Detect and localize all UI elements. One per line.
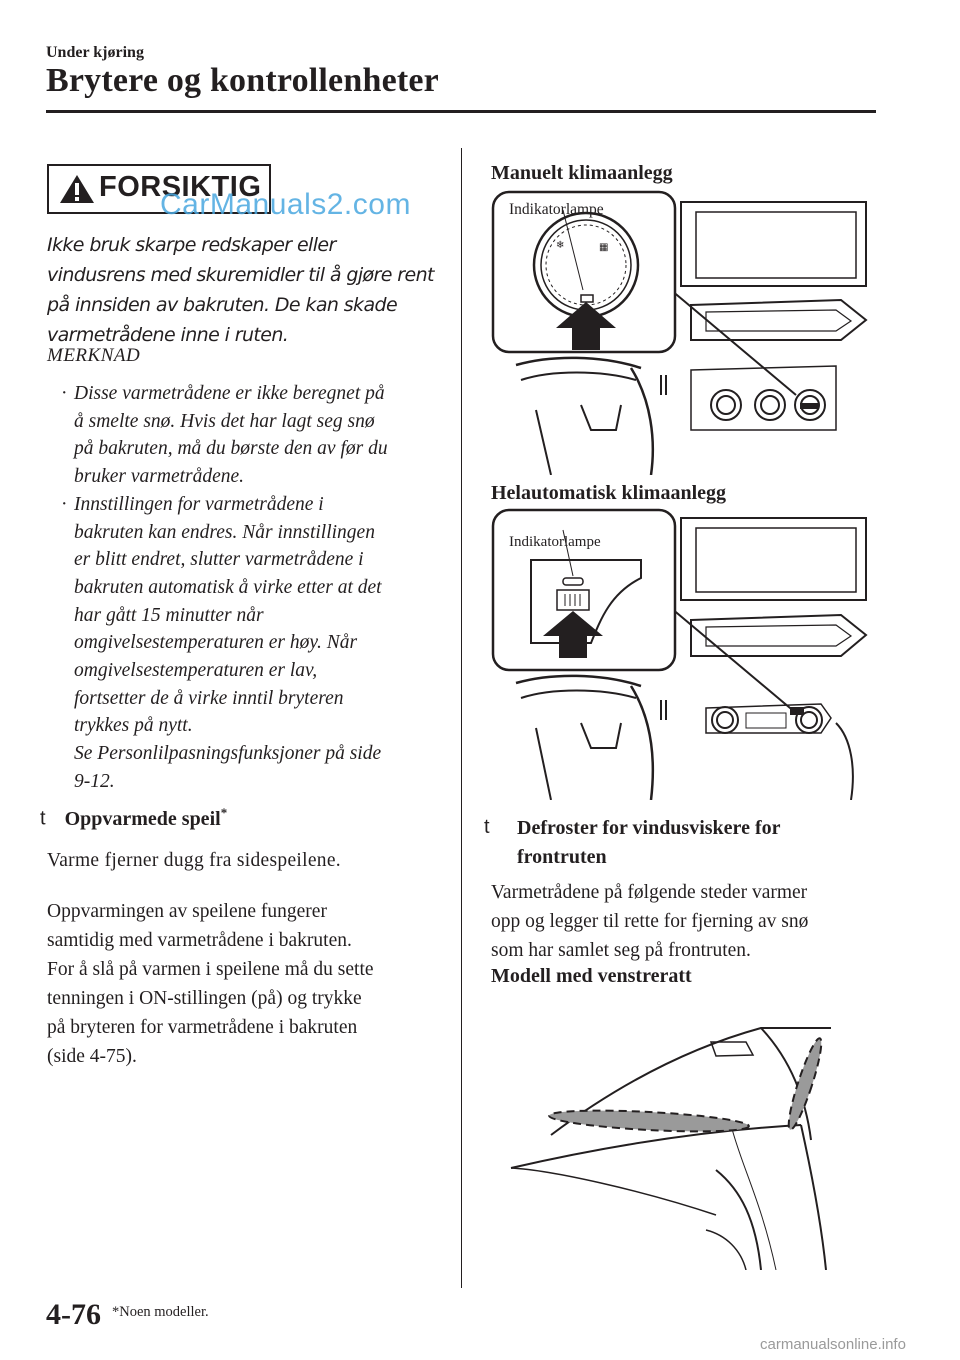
para-line: som har samlet seg på frontruten. bbox=[491, 940, 751, 961]
note-line: bakruten automatisk å virke etter at det bbox=[74, 576, 382, 598]
note-line: omgivelsestemperaturen er høy. Når bbox=[74, 632, 358, 654]
model-label: Modell med venstreratt bbox=[491, 965, 692, 987]
callout-label-manual: Indikatorlampe bbox=[509, 201, 604, 218]
para-line: Varmetrådene på følgende steder varmer bbox=[491, 882, 808, 903]
site-watermark: carmanualsonline.info bbox=[760, 1336, 906, 1353]
heading-line: Defroster for vindusviskere for bbox=[517, 817, 781, 839]
heated-mirrors-para1: Varme fjerner dugg fra sidespeilene. bbox=[47, 850, 341, 871]
note-line: 9-12. bbox=[74, 770, 115, 792]
bullet: · bbox=[61, 493, 68, 515]
wiper-defroster-para bbox=[491, 878, 891, 965]
note-line: har gått 15 minutter når bbox=[74, 604, 264, 626]
para-line: For å slå på varmen i speilene må du sette bbox=[47, 959, 374, 980]
para-line: Oppvarmingen av speilene fungerer bbox=[47, 901, 327, 922]
manual-climate-illustration bbox=[491, 190, 881, 475]
heading-line: frontruten bbox=[517, 846, 607, 868]
section-marker: t bbox=[40, 807, 46, 830]
svg-text:❄: ❄ bbox=[556, 240, 565, 251]
note-item bbox=[47, 380, 442, 491]
note-line: på bakruten, må du børste den av før du bbox=[74, 438, 388, 460]
windshield-illustration bbox=[491, 1020, 861, 1270]
note-line: Se Personlilpasningsfunksjoner på side bbox=[74, 743, 382, 765]
para-line: på bryteren for varmetrådene i bakruten bbox=[47, 1017, 358, 1038]
footnote: *Noen modeller. bbox=[112, 1304, 209, 1320]
note-list bbox=[47, 380, 442, 796]
page-number: 4-76 bbox=[46, 1298, 101, 1331]
note-heading: MERKNAD bbox=[47, 345, 141, 366]
note-line: fortsetter de å virke inntil bryteren bbox=[74, 687, 344, 709]
note-line: bakruten kan endres. Når innstillingen bbox=[74, 521, 375, 543]
auto-climate-illustration bbox=[491, 508, 881, 800]
figure-title-manual: Manuelt klimaanlegg bbox=[491, 162, 673, 184]
para-line: (side 4-75). bbox=[47, 1046, 137, 1067]
callout-label-auto: Indikatorlampe bbox=[509, 534, 601, 550]
note-line: omgivelsestemperaturen er lav, bbox=[74, 660, 318, 682]
footnote-mark: * bbox=[220, 805, 228, 820]
wiper-defroster-heading bbox=[484, 814, 884, 872]
note-line: er blitt endret, slutter varmetrådene i bbox=[74, 549, 364, 571]
section-marker: t bbox=[484, 816, 490, 838]
note-item bbox=[47, 491, 442, 796]
watermark: CarManuals2.com bbox=[160, 188, 411, 221]
note-line: Disse varmetrådene er ikke beregnet på bbox=[74, 383, 385, 404]
para-line: tenningen i ON-stillingen (på) og trykke bbox=[47, 988, 362, 1009]
note-line: bruker varmetrådene. bbox=[74, 466, 245, 488]
page-title: Brytere og kontrollenheter bbox=[46, 62, 439, 99]
note-line: trykkes på nytt. bbox=[74, 715, 193, 737]
column-divider bbox=[461, 148, 462, 1288]
section-label: Under kjøring bbox=[46, 44, 144, 61]
para-line: opp og legger til rette for fjerning av snø bbox=[491, 911, 809, 932]
para-line: samtidig med varmetrådene i bakruten. bbox=[47, 930, 352, 951]
heated-mirrors-title: Oppvarmede speil bbox=[64, 807, 221, 830]
figure-title-auto: Helautomatisk klimaanlegg bbox=[491, 482, 727, 504]
title-rule bbox=[46, 110, 876, 113]
warning-triangle-icon bbox=[59, 174, 95, 204]
svg-text:▦: ▦ bbox=[599, 242, 609, 253]
caution-text: Ikke bruk skarpe redskaper eller vindusrens med skuremidler til å gjøre rent på innsiden av bakruten. De kan skade varmetrådene inne i ruten. bbox=[47, 234, 434, 346]
bullet: · bbox=[61, 383, 68, 404]
caution-label: FORSIKTIG bbox=[99, 171, 262, 203]
note-line: Innstillingen for varmetrådene i bbox=[74, 493, 324, 515]
note-line: å smelte snø. Hvis det har lagt seg snø bbox=[74, 410, 375, 432]
heated-mirrors-heading bbox=[40, 805, 227, 831]
heated-mirrors-para2 bbox=[47, 897, 447, 1071]
